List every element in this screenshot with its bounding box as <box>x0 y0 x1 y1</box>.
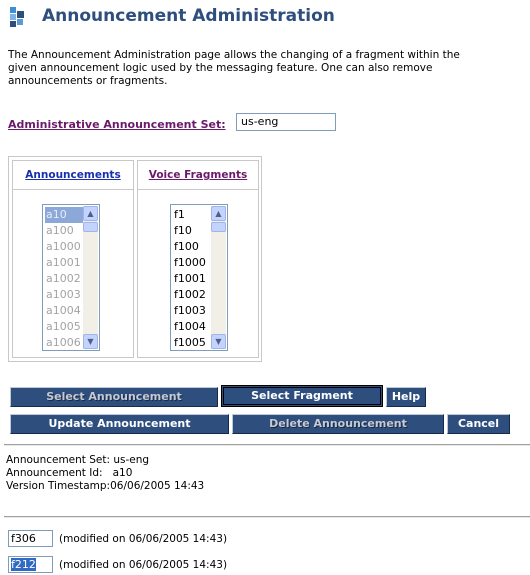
list-item[interactable]: a100 <box>46 224 74 237</box>
fragment-field[interactable]: f306 <box>8 530 53 547</box>
list-item[interactable]: a1006 <box>46 336 81 349</box>
list-item[interactable]: a10 <box>45 207 83 223</box>
scroll-thumb[interactable] <box>83 222 98 232</box>
select-fragment-button[interactable]: Select Fragment <box>221 385 383 407</box>
announcements-listbox[interactable] <box>42 204 100 351</box>
list-item[interactable]: f100 <box>174 240 199 253</box>
divider <box>4 444 530 446</box>
announcement-info <box>6 454 204 493</box>
fragment-field[interactable] <box>8 556 53 573</box>
set-value: us-eng <box>113 454 150 466</box>
selected-text: f212 <box>11 558 36 571</box>
announcement-set-link[interactable]: Administrative Announcement Set: <box>8 118 226 131</box>
announcement-set-field[interactable]: us-eng <box>236 113 336 131</box>
scroll-up-icon[interactable]: ▲ <box>83 206 98 221</box>
fragments-scrollbar[interactable] <box>211 206 226 349</box>
fragment-modified-note: (modified on 06/06/2005 14:43) <box>59 559 228 571</box>
list-item[interactable]: f1000 <box>174 256 206 269</box>
id-label: Announcement Id: <box>6 467 103 479</box>
list-item[interactable]: a1003 <box>46 288 81 301</box>
list-item[interactable]: a1002 <box>46 272 81 285</box>
list-item[interactable]: f1005 <box>174 336 206 349</box>
announcements-header-link[interactable]: Announcements <box>13 161 133 190</box>
select-announcement-button[interactable]: Select Announcement <box>10 387 218 407</box>
list-item[interactable]: f1002 <box>174 288 206 301</box>
page-description: The Announcement Administration page allows the changing of a fragment within the given announcement logic used by the messaging feature. One can also remove announcements or fragments. <box>8 49 460 87</box>
timestamp-value: 06/06/2005 14:43 <box>110 480 205 492</box>
fragments-listbox[interactable] <box>170 204 228 351</box>
announcements-column <box>12 160 134 358</box>
list-item[interactable]: f10 <box>174 224 192 237</box>
scroll-thumb[interactable] <box>211 222 226 232</box>
list-item[interactable]: a1000 <box>46 240 81 253</box>
divider <box>4 516 530 518</box>
scroll-down-icon[interactable]: ▼ <box>211 334 226 349</box>
id-value: a10 <box>112 467 133 479</box>
fragments-column <box>137 160 259 358</box>
list-item[interactable]: f1004 <box>174 320 206 333</box>
app-logo-icon <box>8 6 30 30</box>
update-announcement-button[interactable]: Update Announcement <box>10 414 229 434</box>
delete-announcement-button[interactable]: Delete Announcement <box>232 414 444 434</box>
fragment-modified-note: (modified on 06/06/2005 14:43) <box>59 533 228 545</box>
list-item[interactable]: f1 <box>174 208 185 221</box>
list-item[interactable]: f1001 <box>174 272 206 285</box>
scroll-down-icon[interactable]: ▼ <box>83 334 98 349</box>
page-title: Announcement Administration <box>42 6 335 26</box>
set-label: Announcement Set: <box>6 454 111 466</box>
selection-panel <box>8 156 262 362</box>
cancel-button[interactable]: Cancel <box>447 414 510 434</box>
fragments-header-link[interactable]: Voice Fragments <box>138 161 258 190</box>
announcements-scrollbar[interactable] <box>83 206 98 349</box>
list-item[interactable]: a1001 <box>46 256 81 269</box>
list-item[interactable]: f1003 <box>174 304 206 317</box>
help-button[interactable]: Help <box>386 387 426 407</box>
list-item[interactable]: a1005 <box>46 320 81 333</box>
list-item[interactable]: a1004 <box>46 304 81 317</box>
timestamp-label: Version Timestamp: <box>6 480 111 492</box>
scroll-up-icon[interactable]: ▲ <box>211 206 226 221</box>
